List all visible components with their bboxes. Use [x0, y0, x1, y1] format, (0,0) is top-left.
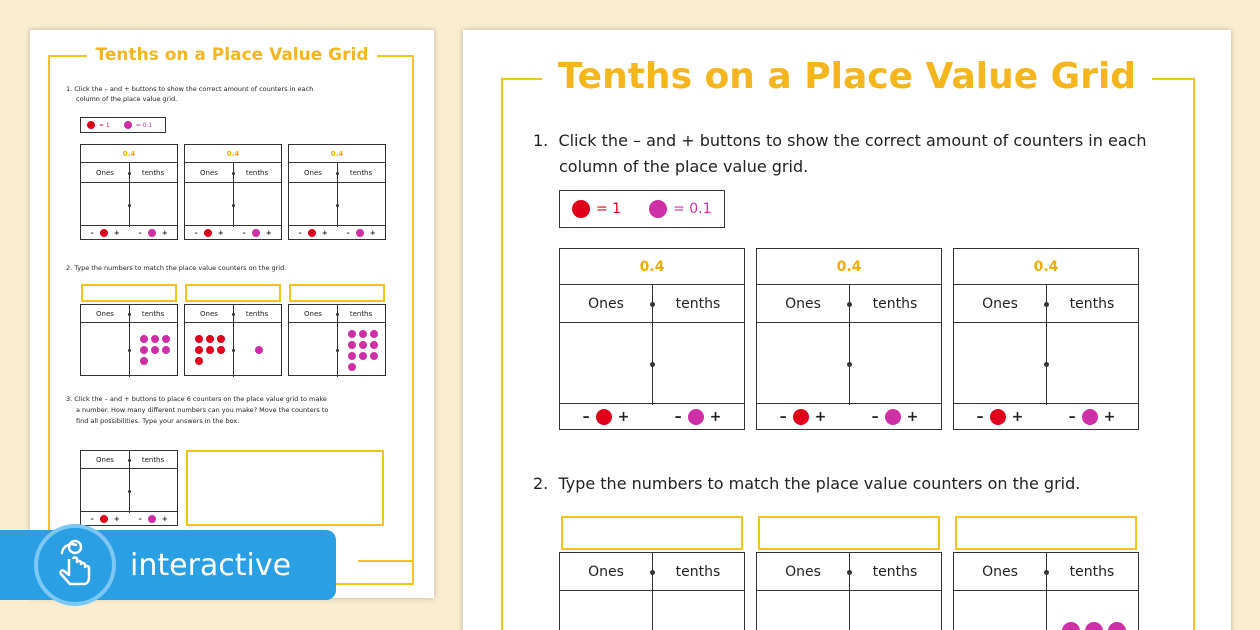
tenths-stepper: [652, 404, 744, 429]
counter-key: [559, 190, 725, 228]
ones-header: Ones: [304, 310, 322, 318]
interactive-badge: [0, 530, 336, 600]
q1-text: 1. Click the – and + buttons to show the correct amount of counters in each column of the place value grid.: [533, 131, 1147, 176]
pink-counter-icon: [885, 409, 901, 425]
plus-button[interactable]: +: [217, 228, 224, 237]
pink-counter-icon: [688, 409, 704, 425]
place-value-grid: [184, 144, 282, 240]
minus-button[interactable]: –: [582, 408, 590, 425]
plus-button[interactable]: +: [709, 408, 722, 425]
answer-input[interactable]: [561, 516, 743, 550]
tenths-counter[interactable]: [348, 352, 356, 360]
minus-button[interactable]: –: [346, 228, 350, 237]
tenths-counter[interactable]: [1085, 622, 1103, 630]
tenths-counter[interactable]: [162, 346, 170, 354]
answer-input[interactable]: [758, 516, 940, 550]
thumb-counter-key: = 1 = 0.1: [80, 117, 166, 133]
tenths-counter[interactable]: [359, 352, 367, 360]
pink-counter-icon: [148, 515, 156, 523]
key-red-label: = 1: [596, 201, 622, 217]
tenths-counter[interactable]: [370, 341, 378, 349]
tenths-counter[interactable]: [1108, 622, 1126, 630]
red-counter-icon: [204, 229, 212, 237]
answer-input[interactable]: [955, 516, 1137, 550]
red-counter-icon: [596, 409, 612, 425]
tenths-header: tenths: [675, 296, 721, 312]
answer-input[interactable]: [289, 284, 385, 302]
tenths-counter[interactable]: [359, 330, 367, 338]
pink-counter-icon: [649, 200, 667, 218]
grid-value-label: 0.4: [185, 145, 281, 163]
ones-stepper: [81, 512, 129, 525]
ones-stepper: [954, 404, 1046, 429]
grid-value-label: 0.4: [757, 249, 941, 285]
tenths-counter[interactable]: [140, 335, 148, 343]
tenths-header: tenths: [141, 456, 165, 464]
place-value-grid: [184, 304, 282, 376]
ones-counter[interactable]: [195, 346, 203, 354]
tenths-header: tenths: [245, 169, 269, 177]
interactive-label: interactive: [130, 547, 292, 583]
minus-button[interactable]: –: [976, 408, 984, 425]
red-counter-icon: [308, 229, 316, 237]
minus-button[interactable]: –: [298, 228, 302, 237]
pink-counter-icon: [1082, 409, 1098, 425]
thumb-footer-logo: [358, 560, 414, 570]
ones-header: Ones: [588, 564, 624, 580]
minus-button[interactable]: –: [90, 514, 94, 523]
tenths-header: tenths: [872, 564, 918, 580]
tenths-counter[interactable]: [140, 346, 148, 354]
tenths-counter[interactable]: [370, 330, 378, 338]
q2-text: 2. Type the numbers to match the place value counters on the grid.: [533, 474, 1081, 493]
thumbnail-page[interactable]: [30, 30, 434, 598]
plus-button[interactable]: +: [113, 228, 120, 237]
minus-button[interactable]: –: [242, 228, 246, 237]
answer-input[interactable]: [185, 284, 281, 302]
pink-counter-icon: [356, 229, 364, 237]
ones-header: Ones: [200, 169, 218, 177]
tenths-counter[interactable]: [151, 335, 159, 343]
place-value-grid: [953, 552, 1139, 630]
thumb-title: Tenths on a Place Value Grid: [87, 45, 376, 65]
tenths-header: tenths: [675, 564, 721, 580]
ones-header: Ones: [785, 296, 821, 312]
red-counter-icon: [100, 229, 108, 237]
tenths-counter[interactable]: [348, 330, 356, 338]
tenths-header: tenths: [349, 169, 373, 177]
tenths-counter[interactable]: [370, 352, 378, 360]
ones-stepper: [757, 404, 849, 429]
tenths-header: tenths: [141, 169, 165, 177]
ones-counter[interactable]: [217, 335, 225, 343]
place-value-grid: [559, 248, 745, 430]
place-value-grid: [756, 552, 942, 630]
place-value-grid: [80, 304, 178, 376]
plus-button[interactable]: +: [161, 514, 168, 523]
plus-button[interactable]: +: [1103, 408, 1116, 425]
plus-button[interactable]: +: [369, 228, 376, 237]
tenths-counter[interactable]: [151, 346, 159, 354]
plus-button[interactable]: +: [1011, 408, 1024, 425]
red-counter-icon: [990, 409, 1006, 425]
thumb-q2-text: 2. Type the numbers to match the place value counters on the grid.: [66, 264, 287, 272]
ones-counter[interactable]: [195, 335, 203, 343]
tenths-stepper: [849, 404, 941, 429]
touch-hand-icon: [34, 524, 116, 606]
ones-header: Ones: [785, 564, 821, 580]
ones-counter[interactable]: [206, 335, 214, 343]
tenths-counter[interactable]: [140, 357, 148, 365]
tenths-header: tenths: [1069, 296, 1115, 312]
plus-button[interactable]: +: [161, 228, 168, 237]
pink-counter-icon: [252, 229, 260, 237]
key-pink-label: = 0.1: [673, 201, 712, 217]
minus-button[interactable]: –: [1068, 408, 1076, 425]
minus-button[interactable]: –: [194, 228, 198, 237]
grid-value-label: 0.4: [289, 145, 385, 163]
tenths-header: tenths: [141, 310, 165, 318]
tenths-header: tenths: [1069, 564, 1115, 580]
ones-header: Ones: [96, 456, 114, 464]
main-page: [463, 30, 1231, 630]
answer-input[interactable]: [81, 284, 177, 302]
thumb-q1-text: 1. Click the – and + buttons to show the correct amount of counters in each column of the place value grid.: [66, 85, 314, 103]
minus-button[interactable]: –: [90, 228, 94, 237]
ones-header: Ones: [304, 169, 322, 177]
tenths-counter[interactable]: [359, 341, 367, 349]
ones-stepper: [185, 226, 233, 239]
plus-button[interactable]: +: [617, 408, 630, 425]
ones-header: Ones: [982, 296, 1018, 312]
tenths-stepper: [233, 226, 281, 239]
minus-button[interactable]: –: [138, 228, 142, 237]
grid-value-label: 0.4: [954, 249, 1138, 285]
tenths-counter[interactable]: [348, 363, 356, 371]
ones-stepper: [81, 226, 129, 239]
ones-header: Ones: [200, 310, 218, 318]
tenths-counter[interactable]: [1062, 622, 1080, 630]
ones-stepper: [289, 226, 337, 239]
thumb-q3-text: 3. Click the – and + buttons to place 6 counters on the place value grid to make a number. How many different numbers can you make? Move the counters to find all possibilities. Type your answers in the box.: [66, 395, 329, 425]
main-title: Tenths on a Place Value Grid: [542, 56, 1152, 97]
ones-stepper: [560, 404, 652, 429]
place-value-grid: [288, 304, 386, 376]
ones-header: Ones: [96, 310, 114, 318]
tenths-counter[interactable]: [255, 346, 263, 354]
place-value-grid: [80, 144, 178, 240]
plus-button[interactable]: +: [906, 408, 919, 425]
tenths-stepper: [337, 226, 385, 239]
ones-header: Ones: [96, 169, 114, 177]
minus-button[interactable]: –: [779, 408, 787, 425]
plus-button[interactable]: +: [265, 228, 272, 237]
place-value-grid: [559, 552, 745, 630]
minus-button[interactable]: –: [138, 514, 142, 523]
red-counter-icon: [100, 515, 108, 523]
tenths-stepper: [1046, 404, 1138, 429]
thumb-q3-answer-box[interactable]: [186, 450, 384, 526]
tenths-stepper: [129, 512, 177, 525]
tenths-header: tenths: [245, 310, 269, 318]
ones-counter[interactable]: [195, 357, 203, 365]
tenths-header: tenths: [349, 310, 373, 318]
ones-header: Ones: [588, 296, 624, 312]
place-value-grid: [288, 144, 386, 240]
ones-header: Ones: [982, 564, 1018, 580]
tenths-header: tenths: [872, 296, 918, 312]
place-value-grid: [80, 450, 178, 526]
red-counter-icon: [572, 200, 590, 218]
minus-button[interactable]: –: [871, 408, 879, 425]
tenths-stepper: [129, 226, 177, 239]
red-counter-icon: [793, 409, 809, 425]
place-value-grid: [756, 248, 942, 430]
place-value-grid: [953, 248, 1139, 430]
ones-counter[interactable]: [217, 346, 225, 354]
minus-button[interactable]: –: [674, 408, 682, 425]
plus-button[interactable]: +: [814, 408, 827, 425]
tenths-counter[interactable]: [348, 341, 356, 349]
grid-value-label: 0.4: [560, 249, 744, 285]
tenths-counter[interactable]: [162, 335, 170, 343]
grid-value-label: 0.4: [81, 145, 177, 163]
ones-counter[interactable]: [206, 346, 214, 354]
plus-button[interactable]: +: [113, 514, 120, 523]
plus-button[interactable]: +: [321, 228, 328, 237]
pink-counter-icon: [148, 229, 156, 237]
